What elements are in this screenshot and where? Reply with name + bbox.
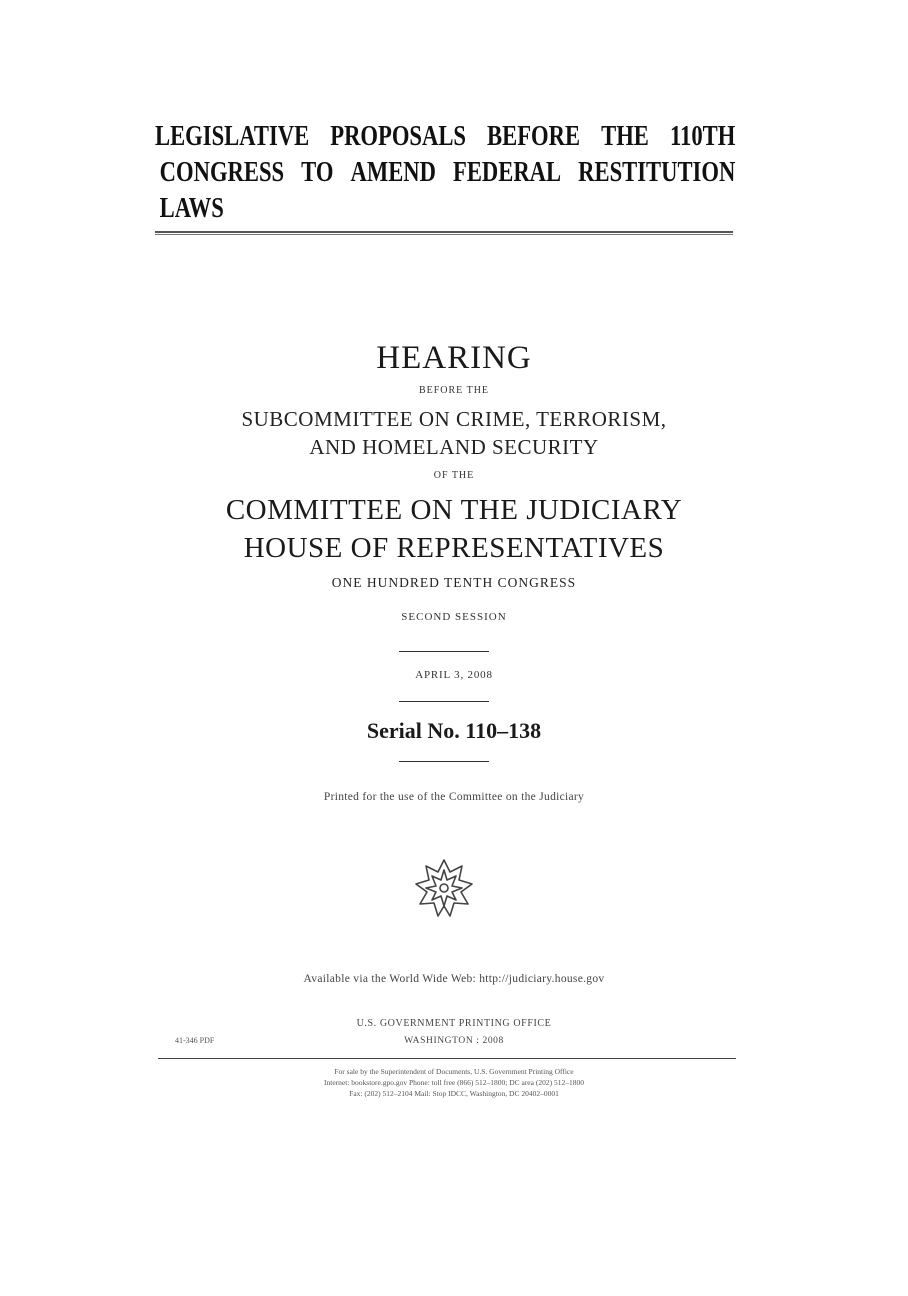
sales-notice [0, 1066, 908, 1099]
of-the-label: OF THE [433, 470, 475, 481]
title-word: AMEND [350, 156, 436, 188]
title-word: THE [601, 120, 649, 152]
title-word: TO [301, 156, 334, 188]
title-word: RESTITUTION [578, 156, 736, 188]
title-line-1 [155, 118, 735, 154]
committee-line-2: HOUSE OF REPRESENTATIVES [243, 532, 665, 564]
title-word: LEGISLATIVE [155, 120, 310, 152]
gpo-seal-icon [412, 856, 476, 920]
serial-number: Serial No. 110–138 [366, 718, 542, 743]
subcommittee-line-1: SUBCOMMITTEE ON CRIME, TERRORISM, [241, 407, 667, 431]
subcommittee-name [0, 405, 908, 461]
subcommittee-line-2: AND HOMELAND SECURITY [309, 435, 599, 459]
footer-divider [158, 1058, 736, 1059]
hearing-date: APRIL 3, 2008 [415, 669, 493, 681]
session-label: SECOND SESSION [401, 611, 507, 623]
sales-notice-line: Internet: bookstore.gpo.gov Phone: toll free (866) 512–1800; DC area (202) 512–1800 [324, 1078, 584, 1087]
title-word: PROPOSALS [330, 120, 467, 152]
sales-notice-line: For sale by the Superintendent of Documents, U.S. Government Printing Office [334, 1067, 574, 1076]
title-word: BEFORE [487, 120, 581, 152]
title-word: CONGRESS [159, 156, 285, 188]
hearing-heading: HEARING [376, 340, 532, 376]
divider [399, 701, 489, 702]
place-year: WASHINGTON : 2008 [404, 1036, 504, 1046]
before-the-label: BEFORE THE [418, 385, 490, 396]
title-line-2 [155, 154, 735, 190]
title-word: FEDERAL [453, 156, 562, 188]
congress-label: ONE HUNDRED TENTH CONGRESS [331, 575, 577, 590]
title-word: 110TH [669, 120, 736, 152]
title-line-3 [155, 190, 735, 226]
availability-note: Available via the World Wide Web: http://judiciary.house.gov [303, 973, 605, 985]
divider [399, 651, 489, 652]
printed-for-note: Printed for the use of the Committee on the Judiciary [323, 791, 585, 803]
sales-notice-line: Fax: (202) 512–2104 Mail: Stop IDCC, Washington, DC 20402–0001 [349, 1089, 559, 1098]
divider [399, 761, 489, 762]
title-word: LAWS [159, 192, 224, 224]
printer-name: U.S. GOVERNMENT PRINTING OFFICE [356, 1018, 552, 1029]
title-divider [155, 231, 733, 235]
committee-line-1: COMMITTEE ON THE JUDICIARY [225, 494, 683, 526]
pdf-code: 41-346 PDF [175, 1036, 215, 1045]
document-title [155, 118, 736, 226]
committee-name [0, 491, 908, 567]
